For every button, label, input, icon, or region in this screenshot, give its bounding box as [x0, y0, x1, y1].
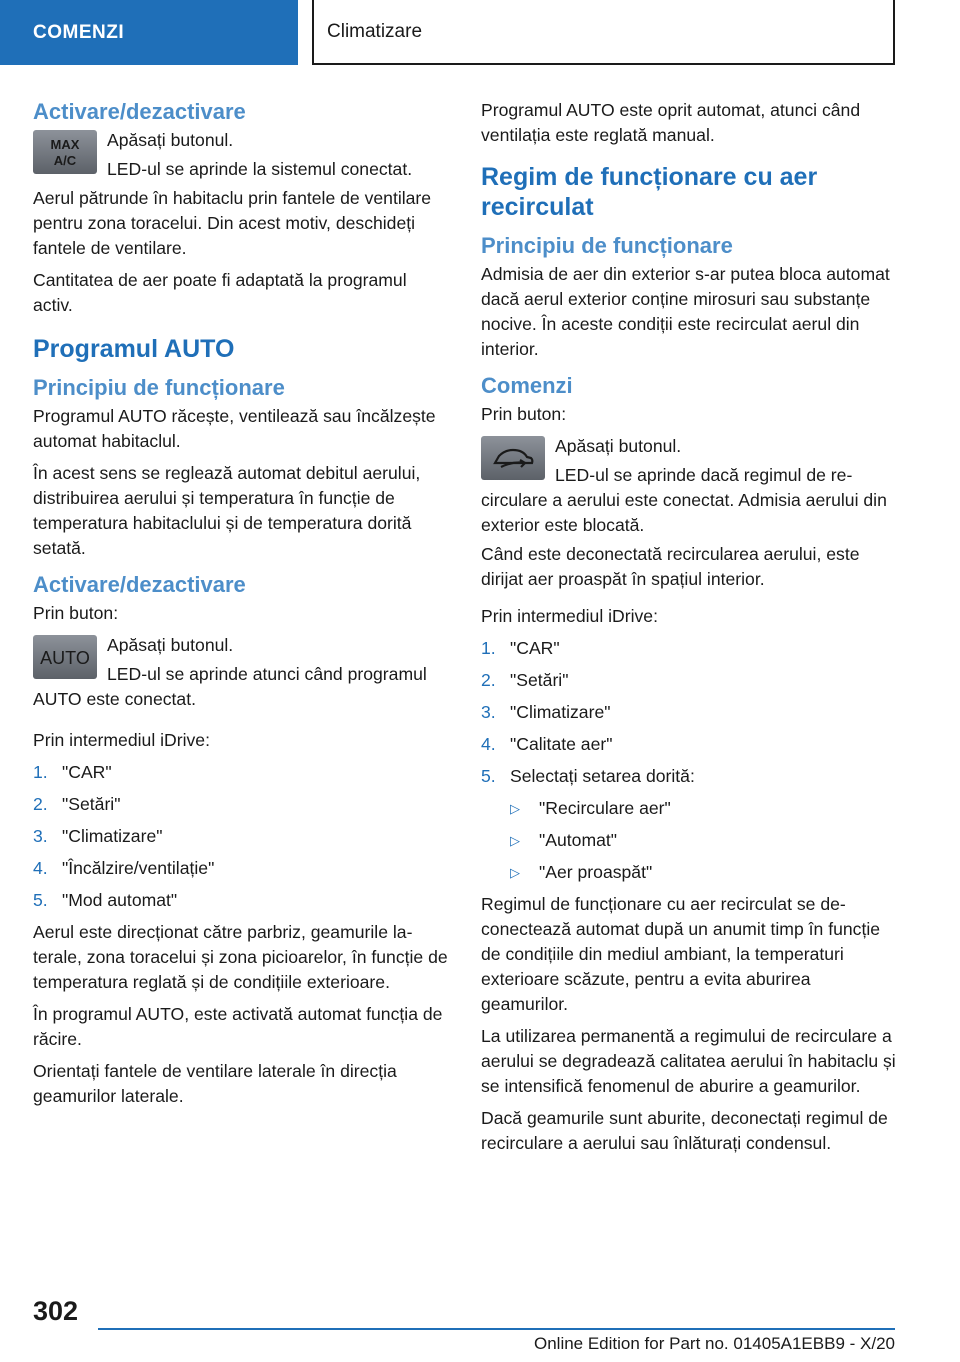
step-number: 1. — [33, 762, 48, 782]
left-column — [33, 98, 448, 1116]
press-button-text: Apăsați butonul. — [107, 130, 234, 150]
paragraph: Aerul este direcționat către parbriz, geamurile laterale, zona toracelui și zona picioarelor, în funcție de temperatura reglată și de condițiile exterioare. — [33, 922, 448, 992]
by-button-label: Prin buton: — [481, 404, 567, 424]
heading-activation: Activare/dezactivare — [33, 99, 246, 124]
paragraph: Programul AUTO răcește, ventilează sau încălzește automat habitaclul. — [33, 406, 436, 451]
paragraph: Programul AUTO este oprit automat, atunci când ventilația este reglată manual. — [481, 100, 861, 145]
list-item — [510, 828, 899, 853]
heading-principle: Principiu de funcționare — [33, 375, 285, 400]
triangle-bullet-icon: ▷ — [510, 833, 520, 848]
option-text: "Aer proaspăt" — [539, 862, 653, 882]
list-item — [481, 764, 899, 789]
option-text: "Recirculare aer" — [539, 798, 671, 818]
step-number: 4. — [481, 734, 496, 754]
paragraph: Regimul de funcționare cu aer recirculat se deconectează automat după un anumit timp în funcție de condițiile din mediul ambiant, la temperaturi exterioare scăzute, pentru a evita aburirea geamurilor. — [481, 894, 881, 1014]
chapter-title: Climatizare — [327, 20, 423, 42]
step-text: "Mod automat" — [62, 890, 178, 910]
paragraph: Dacă geamurile sunt aburite, deconectați regimul de recirculare a aerului sau înlăturați condensul. — [481, 1108, 888, 1153]
setting-options-list — [481, 796, 899, 885]
step-number: 5. — [481, 766, 496, 786]
chapter-header — [312, 0, 895, 65]
max-ac-instruction — [33, 128, 448, 186]
section-tab — [0, 0, 298, 65]
right-column — [481, 98, 899, 1163]
list-item — [481, 700, 899, 725]
heading-controls: Comenzi — [481, 373, 573, 398]
paragraph: În acest sens se reglează automat debitul aerului, distribuirea aerului și temperatura în funcție de temperatura habitaclului și de temperatura dorită setată. — [33, 463, 421, 558]
step-text: "CAR" — [62, 762, 112, 782]
max-ac-icon-line1: MAX — [50, 137, 80, 152]
step-number: 5. — [33, 890, 48, 910]
led-text: LED-ul se aprinde dacă regimul de recirculare a aerului este conectat. Admisia aerului din exterior este blocată. — [481, 465, 887, 535]
step-text: "Încălzire/ventilație" — [62, 858, 215, 878]
step-number: 1. — [481, 638, 496, 658]
triangle-bullet-icon: ▷ — [510, 865, 520, 880]
step-text: "Setări" — [510, 670, 569, 690]
heading-principle: Principiu de funcționare — [481, 233, 733, 258]
paragraph: Orientați fantele de ventilare laterale în direcția geamurilor laterale. — [33, 1061, 397, 1106]
paragraph: La utilizarea permanentă a regimului de recirculare a aerului se degradează calitatea aerului în habitaclu și se intensifică fenomenul de aburire a geamurilor. — [481, 1026, 896, 1096]
recirculation-instruction — [481, 434, 899, 542]
list-item — [510, 796, 899, 821]
page-number: 302 — [33, 1296, 79, 1326]
idrive-label: Prin intermediul iDrive: — [33, 730, 210, 750]
step-number: 3. — [33, 826, 48, 846]
recirculation-button-icon — [481, 436, 545, 480]
auto-instruction — [33, 633, 448, 716]
footer-divider — [98, 1328, 895, 1330]
paragraph: Admisia de aer din exterior s-ar putea bloca automat dacă aerul exterior conține mirosuri sau substanțe nocive. În aceste condiții este recirculat aerul din interior. — [481, 264, 890, 359]
press-button-text: Apăsați butonul. — [107, 635, 234, 655]
list-item — [481, 668, 899, 693]
step-number: 3. — [481, 702, 496, 722]
list-item — [33, 760, 448, 785]
max-ac-icon-line2: A/C — [53, 153, 77, 168]
press-button-text: Apăsați butonul. — [555, 436, 682, 456]
heading-auto-program: Programul AUTO — [33, 335, 235, 363]
step-text: "Climatizare" — [62, 826, 163, 846]
list-item — [33, 888, 448, 913]
idrive-steps-list — [33, 760, 448, 913]
paragraph: Când este deconectată recircularea aerului, este dirijat aer proaspăt în spațiul interior. — [481, 544, 860, 589]
idrive-label: Prin intermediul iDrive: — [481, 606, 658, 626]
list-item — [33, 856, 448, 881]
list-item — [481, 636, 899, 661]
paragraph: Aerul pătrunde în habitaclu prin fantele de ventilare pentru zona toracelui. Din acest motiv, deschideți fantele de ventilare. — [33, 188, 432, 258]
led-text: LED-ul se aprinde atunci când programul AUTO este conectat. — [33, 664, 427, 709]
list-item — [510, 860, 899, 885]
auto-icon-label: AUTO — [40, 648, 90, 668]
list-item — [33, 824, 448, 849]
heading-recirculation: Regim de funcționare cu aer recirculat — [481, 163, 818, 221]
step-text: "CAR" — [510, 638, 560, 658]
auto-button-icon — [33, 635, 97, 679]
paragraph: Cantitatea de aer poate fi adaptată la programul activ. — [33, 270, 407, 315]
step-text: "Climatizare" — [510, 702, 611, 722]
idrive-steps-list — [481, 636, 899, 789]
heading-activation: Activare/dezactivare — [33, 572, 246, 597]
list-item — [481, 732, 899, 757]
step-text: "Calitate aer" — [510, 734, 613, 754]
step-number: 2. — [481, 670, 496, 690]
section-title: COMENZI — [33, 21, 125, 43]
triangle-bullet-icon: ▷ — [510, 801, 520, 816]
max-ac-button-icon — [33, 130, 97, 174]
step-number: 4. — [33, 858, 48, 878]
list-item — [33, 792, 448, 817]
led-text: LED-ul se aprinde la sistemul conectat. — [107, 159, 413, 179]
edition-note: Online Edition for Part no. 01405A1EBB9 - X/20 — [533, 1334, 895, 1353]
option-text: "Automat" — [539, 830, 618, 850]
by-button-label: Prin buton: — [33, 603, 119, 623]
step-number: 2. — [33, 794, 48, 814]
paragraph: În programul AUTO, este activată automat funcția de răcire. — [33, 1004, 443, 1049]
step-text: Selectați setarea dorită: — [510, 766, 695, 786]
step-text: "Setări" — [62, 794, 121, 814]
